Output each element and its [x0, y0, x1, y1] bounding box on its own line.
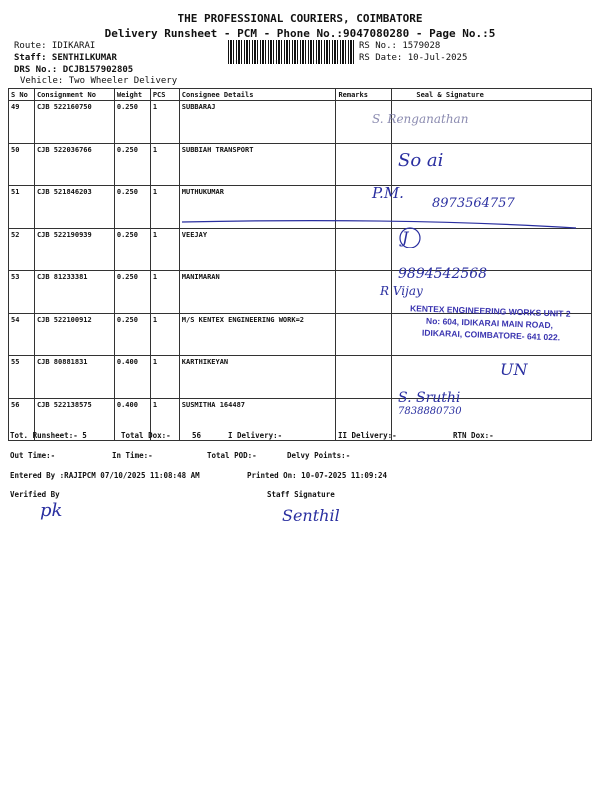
- pcs-cell: 1: [150, 228, 179, 271]
- table-row: [9, 143, 592, 186]
- weight-cell: 0.250: [114, 143, 150, 186]
- signature-row55: UN: [500, 360, 528, 379]
- sno-cell: 51: [9, 186, 35, 229]
- signature-row56: S. Sruthi: [398, 390, 461, 406]
- table-row: [9, 101, 592, 144]
- i-delivery: I Delivery:-: [228, 431, 283, 440]
- staff-signature: Senthil: [282, 506, 340, 525]
- company-stamp-line2: No: 604, IDIKARAI MAIN ROAD,: [425, 315, 554, 331]
- drs-number: DRS No.: DCJB157902805: [14, 65, 134, 75]
- pcs-cell: 1: [150, 313, 179, 356]
- pcs-cell: 1: [150, 271, 179, 314]
- rs-date: RS Date: 10-Jul-2025: [359, 53, 468, 63]
- col-weight: Weight: [114, 89, 150, 101]
- rs-number: RS No.: 1579028: [359, 41, 441, 51]
- staff-name: Staff: SENTHILKUMAR: [14, 53, 117, 63]
- signature-row51: P.M.: [372, 184, 404, 202]
- consignment-cell: CJB 80881831: [34, 356, 114, 399]
- weight-cell: 0.250: [114, 101, 150, 144]
- company-title: THE PROFESSIONAL COURIERS, COIMBATORE: [177, 12, 423, 25]
- staff-signature-label: Staff Signature: [267, 490, 335, 499]
- consignee-cell: M/S KENTEX ENGINEERING WORK=2: [179, 313, 336, 356]
- entered-by: Entered By :RAJIPCM 07/10/2025 11:08:48 AM: [10, 471, 200, 480]
- phone-row53: 9894542568: [398, 266, 488, 282]
- remarks-cell: [336, 143, 392, 186]
- signature-row50: So ai: [398, 150, 444, 171]
- col-pcs: PCS: [150, 89, 179, 101]
- sno-cell: 56: [9, 398, 35, 441]
- total-dox-label: Total Dox:-: [121, 431, 171, 440]
- consignee-cell: MUTHUKUMAR: [179, 186, 336, 229]
- barcode: [228, 40, 356, 64]
- weight-cell: 0.250: [114, 186, 150, 229]
- consignee-cell: KARTHIKEYAN: [179, 356, 336, 399]
- col-consignee: Consignee Details: [179, 89, 336, 101]
- rtn-dox: RTN Dox:-: [453, 431, 494, 440]
- printed-on: Printed On: 10-07-2025 11:09:24: [247, 471, 387, 480]
- consignee-cell: VEEJAY: [179, 228, 336, 271]
- signature-row49: S. Renganathan: [372, 112, 469, 126]
- total-runsheet: Tot. Runsheet:- 5: [10, 431, 87, 440]
- consignment-cell: CJB 81233381: [34, 271, 114, 314]
- consignee-cell: SUBBARAJ: [179, 101, 336, 144]
- sno-cell: 53: [9, 271, 35, 314]
- runsheet-table: [8, 88, 592, 441]
- col-sno: S No: [9, 89, 35, 101]
- signature-row53: R Vijay: [380, 284, 423, 298]
- consignment-cell: CJB 521846203: [34, 186, 114, 229]
- phone-row51: 8973564757: [432, 196, 515, 211]
- signature-row52: J: [402, 228, 409, 247]
- consignment-cell: CJB 522100912: [34, 313, 114, 356]
- consignment-cell: CJB 522138575: [34, 398, 114, 441]
- pcs-cell: 1: [150, 186, 179, 229]
- col-remarks: Remarks: [336, 89, 392, 101]
- sno-cell: 50: [9, 143, 35, 186]
- weight-cell: 0.250: [114, 228, 150, 271]
- in-time: In Time:-: [112, 451, 153, 460]
- consignee-cell: SUSMITHA 164487: [179, 398, 336, 441]
- route: Route: IDIKARAI: [14, 41, 96, 51]
- weight-cell: 0.250: [114, 271, 150, 314]
- pcs-cell: 1: [150, 101, 179, 144]
- total-pod: Total POD:-: [207, 451, 257, 460]
- verified-signature: pk: [40, 500, 63, 521]
- phone-row56: 7838880730: [398, 406, 462, 417]
- col-seal: Seal & Signature: [392, 89, 592, 101]
- weight-cell: 0.400: [114, 356, 150, 399]
- consignment-cell: CJB 522190939: [34, 228, 114, 271]
- sno-cell: 55: [9, 356, 35, 399]
- vehicle: Vehicle: Two Wheeler Delivery: [20, 76, 178, 86]
- remarks-cell: [336, 313, 392, 356]
- table-row: [9, 398, 592, 441]
- out-time: Out Time:-: [10, 451, 56, 460]
- consignment-cell: CJB 522036766: [34, 143, 114, 186]
- ink-stroke-row52: [180, 218, 580, 248]
- weight-cell: 0.400: [114, 398, 150, 441]
- company-stamp-line3: IDIKARAI, COIMBATORE- 641 022.: [421, 327, 561, 343]
- ii-delivery: II Delivery:-: [338, 431, 397, 440]
- weight-cell: 0.250: [114, 313, 150, 356]
- table-header: [9, 89, 592, 101]
- sno-cell: 54: [9, 313, 35, 356]
- total-dox-value: 56: [192, 431, 202, 440]
- pcs-cell: 1: [150, 398, 179, 441]
- sno-cell: 52: [9, 228, 35, 271]
- pcs-cell: 1: [150, 143, 179, 186]
- col-consignment: Consignment No: [34, 89, 114, 101]
- verified-by-label: Verified By: [10, 490, 60, 499]
- consignee-cell: MANIMARAN: [179, 271, 336, 314]
- runsheet-subtitle: Delivery Runsheet - PCM - Phone No.:9047080280 - Page No.:5: [104, 27, 496, 40]
- delivery-points: Delvy Points:-: [287, 451, 351, 460]
- pcs-cell: 1: [150, 356, 179, 399]
- sno-cell: 49: [9, 101, 35, 144]
- consignee-cell: SUBBIAH TRANSPORT: [179, 143, 336, 186]
- consignment-cell: CJB 522160750: [34, 101, 114, 144]
- company-stamp-line1: KENTEX ENGINEERING WORKS UNIT 2: [409, 303, 571, 319]
- remarks-cell: [336, 356, 392, 399]
